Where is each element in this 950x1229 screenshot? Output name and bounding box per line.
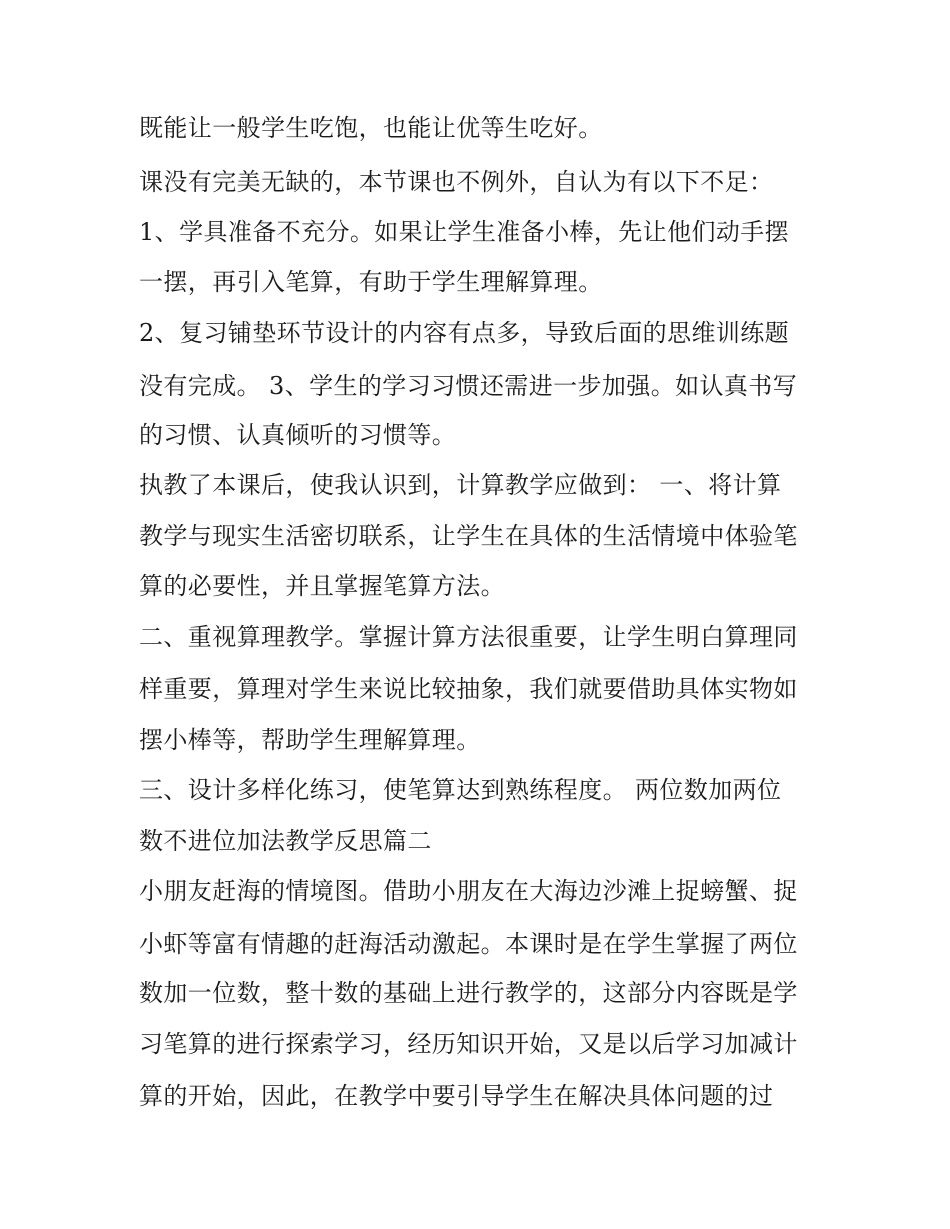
text-line: 小虾等富有情趣的赶海活动激起。本课时是在学生掌握了两位: [139, 930, 798, 958]
text-line: 的习惯、认真倾听的习惯等。: [139, 421, 457, 449]
text-line: 算的必要性，并且掌握笔算方法。: [139, 572, 505, 600]
text-line: 小朋友赶海的情境图。借助小朋友在大海边沙滩上捉螃蟹、捉: [139, 877, 798, 905]
text-line: 二、重视算理教学。掌握计算方法很重要，让学生明白算理同: [139, 623, 798, 651]
text-line: 执教了本课后，使我认识到，计算教学应做到： 一、将计算: [139, 471, 782, 499]
text-line: 三、设计多样化练习，使笔算达到熟练程度。 两位数加两位: [139, 776, 782, 804]
text-line: 算的开始，因此，在教学中要引导学生在解决具体问题的过: [139, 1082, 774, 1110]
text-line: 一摆，再引入笔算，有助于学生理解算理。: [139, 268, 603, 296]
text-line: 数不进位加法教学反思篇二: [139, 827, 432, 855]
text-line: 摆小棒等，帮助学生理解算理。: [139, 726, 481, 754]
text-line: 既能让一般学生吃饱，也能让优等生吃好。: [139, 114, 603, 142]
text-line: 教学与现实生活密切联系，让学生在具体的生活情境中体验笔: [139, 522, 798, 550]
text-line: 习笔算的进行探索学习，经历知识开始，又是以后学习加减计: [139, 1030, 798, 1058]
text-line: 数加一位数，整十数的基础上进行教学的，这部分内容既是学: [139, 979, 798, 1007]
text-line: 1、学具准备不充分。如果让学生准备小棒，先让他们动手摆: [139, 218, 790, 246]
text-line: 没有完成。 3、学生的学习习惯还需进一步加强。如认真书写: [139, 372, 798, 400]
text-line: 样重要，算理对学生来说比较抽象，我们就要借助具体实物如: [139, 675, 798, 703]
text-line: 课没有完美无缺的，本节课也不例外，自认为有以下不足：: [139, 168, 774, 196]
text-line: 2、复习铺垫环节设计的内容有点多，导致后面的思维训练题: [139, 319, 790, 347]
